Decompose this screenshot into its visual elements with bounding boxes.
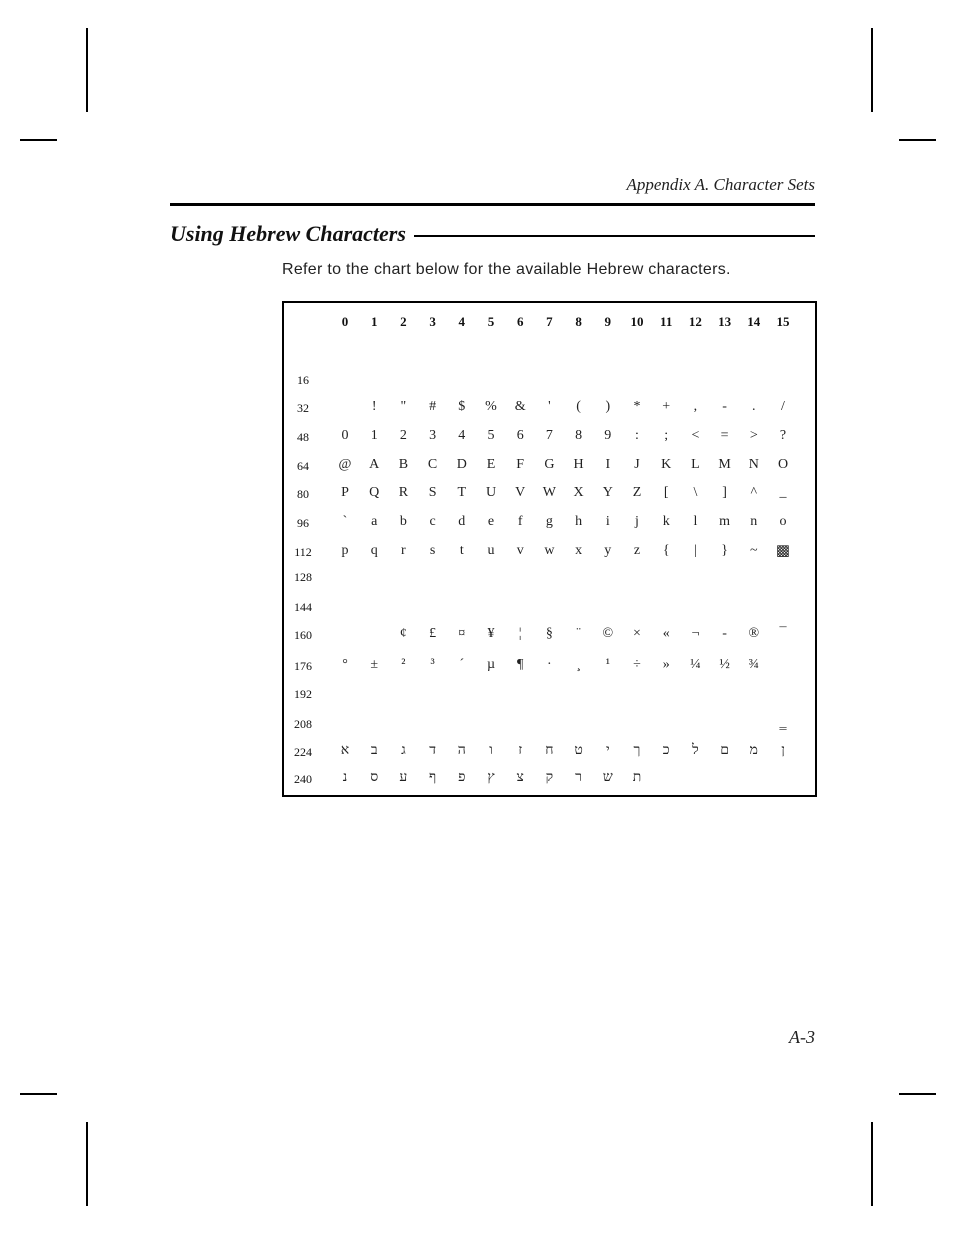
char-cell: µ: [486, 657, 496, 672]
char-cell: ¶: [517, 657, 524, 672]
char-cell: ז: [518, 743, 523, 758]
char-cell: ?: [779, 428, 787, 443]
char-cell: 7: [545, 428, 553, 443]
column-header: 7: [546, 314, 553, 329]
char-cell: \: [693, 485, 698, 500]
char-cell: ±: [370, 657, 379, 672]
char-cell: /: [781, 399, 785, 414]
row-header: 144: [294, 600, 312, 614]
char-cell: o: [779, 514, 787, 529]
char-cell: ו: [489, 743, 493, 758]
char-cell: e: [487, 514, 495, 529]
row-header: 16: [297, 373, 309, 387]
char-cell: t: [459, 543, 464, 558]
char-cell: #: [429, 399, 437, 414]
column-header: 14: [747, 314, 761, 329]
char-cell: ½: [719, 657, 730, 672]
char-cell: ): [605, 399, 611, 414]
row-header: 96: [297, 516, 309, 530]
char-cell: <: [691, 428, 700, 443]
char-cell: £: [429, 626, 437, 641]
char-cell: A: [369, 457, 380, 472]
row-header: 240: [294, 772, 312, 786]
char-cell: ם: [720, 743, 729, 758]
char-cell: ¼: [690, 657, 701, 672]
char-cell: @: [338, 457, 352, 472]
char-cell: j: [635, 514, 639, 529]
char-cell: ¾: [748, 657, 760, 672]
char-cell: I: [605, 457, 611, 472]
char-cell: y: [604, 543, 612, 558]
column-header: 11: [660, 314, 673, 329]
char-cell: ©: [602, 626, 614, 641]
row-header: 224: [294, 745, 312, 759]
char-cell: N: [748, 457, 759, 472]
char-cell: מ: [749, 743, 758, 758]
char-cell: ÷: [633, 657, 641, 672]
char-cell: -: [722, 399, 727, 414]
char-cell: ³: [430, 657, 435, 672]
char-cell: °: [342, 657, 348, 672]
char-cell: c: [429, 514, 436, 529]
row-header: 128: [294, 570, 312, 584]
char-cell: q: [370, 543, 378, 558]
char-cell: ;: [664, 428, 669, 443]
char-cell: }: [721, 543, 728, 558]
char-cell: א: [340, 743, 350, 758]
char-cell: W: [542, 485, 556, 500]
char-cell: V: [515, 485, 526, 500]
char-cell: ס: [370, 770, 379, 785]
char-cell: &: [514, 399, 526, 414]
char-cell: U: [485, 485, 497, 500]
char-cell: ': [548, 399, 551, 414]
row-header: 64: [297, 459, 309, 473]
char-cell: Z: [632, 485, 642, 500]
char-cell: ך: [633, 743, 641, 758]
char-cell: Y: [602, 485, 613, 500]
char-cell: !: [371, 399, 377, 414]
char-cell: a: [371, 514, 378, 529]
char-cell: J: [634, 457, 640, 472]
char-cell: ה: [457, 743, 466, 758]
char-cell: ג: [401, 743, 406, 758]
row-header: 192: [294, 687, 312, 701]
char-cell: s: [429, 543, 436, 558]
column-header: 12: [688, 314, 702, 329]
char-cell: ¢: [399, 626, 407, 641]
char-cell: :: [635, 428, 639, 443]
char-cell: ת: [632, 770, 642, 785]
char-cell: T: [457, 485, 467, 500]
crop-mark: [86, 1122, 88, 1206]
char-cell: ף: [428, 770, 437, 785]
crop-mark: [20, 139, 57, 141]
row-header: 80: [297, 487, 309, 501]
char-cell: n: [750, 514, 758, 529]
char-cell: %: [485, 399, 497, 414]
char-cell: 0: [341, 428, 349, 443]
char-cell: ¨: [576, 626, 581, 641]
char-cell: 4: [458, 428, 466, 443]
char-cell: 2: [399, 428, 407, 443]
char-cell: ▩: [775, 543, 791, 559]
character-chart: [282, 301, 817, 797]
char-cell: ¯: [779, 626, 787, 641]
crop-mark: [86, 28, 88, 112]
char-cell: ע: [399, 770, 408, 785]
char-cell: כ: [662, 743, 670, 758]
column-header: 0: [341, 314, 349, 329]
char-cell: ´: [459, 657, 465, 672]
char-cell: Q: [369, 485, 380, 500]
crop-mark: [871, 1122, 873, 1206]
char-cell: ץ: [487, 770, 495, 785]
char-cell: H: [573, 457, 584, 472]
char-cell: +: [662, 399, 671, 414]
char-cell: p: [341, 543, 349, 558]
char-cell: 1: [370, 428, 378, 443]
char-cell: d: [458, 514, 466, 529]
char-cell: י: [605, 743, 610, 758]
column-header: 10: [630, 314, 644, 329]
char-cell: k: [662, 514, 670, 529]
char-cell: ¤: [458, 626, 466, 641]
row-header: 32: [297, 401, 309, 415]
char-cell: 9: [604, 428, 612, 443]
char-cell: 6: [516, 428, 524, 443]
char-cell: -: [722, 626, 727, 641]
column-header: 15: [776, 314, 790, 329]
char-cell: >: [749, 428, 758, 443]
intro-text: Refer to the chart below for the available Hebrew characters.: [282, 261, 731, 278]
char-cell: z: [633, 543, 641, 558]
char-cell: =: [720, 428, 729, 443]
char-cell: (: [576, 399, 581, 414]
section-rule: [414, 235, 815, 237]
row-header: 112: [294, 545, 312, 559]
char-cell: ,: [693, 399, 698, 414]
char-cell: D: [456, 457, 467, 472]
char-cell: F: [516, 457, 525, 472]
char-cell: O: [777, 457, 789, 472]
char-cell: [: [663, 485, 669, 500]
crop-mark: [899, 139, 936, 141]
crop-mark: [20, 1093, 57, 1095]
row-header: 160: [294, 628, 312, 642]
column-header: 1: [370, 314, 378, 329]
column-header: 5: [487, 314, 495, 329]
char-cell: ן: [781, 743, 785, 758]
crop-mark: [871, 28, 873, 112]
char-cell: l: [693, 514, 698, 529]
char-cell: ]: [722, 485, 727, 500]
char-cell: {: [662, 543, 670, 558]
char-cell: 8: [575, 428, 583, 443]
char-cell: $: [458, 399, 466, 414]
column-header: 8: [575, 314, 582, 329]
char-cell: ®: [748, 626, 760, 641]
char-cell: ^: [750, 485, 758, 500]
row-header: 208: [294, 717, 312, 731]
char-cell: ט: [574, 743, 583, 758]
char-cell: w: [544, 543, 555, 558]
char-cell: ר: [575, 770, 583, 785]
char-cell: 3: [429, 428, 437, 443]
char-cell: *: [633, 399, 641, 414]
char-cell: ¬: [691, 626, 700, 641]
char-cell: r: [401, 543, 406, 558]
char-cell: ": [400, 399, 407, 414]
page-number: A-3: [789, 1027, 815, 1047]
crop-mark: [899, 1093, 936, 1095]
char-cell: ~: [750, 543, 758, 558]
char-cell: b: [399, 514, 407, 529]
char-cell: v: [516, 543, 524, 558]
char-cell: ²: [401, 657, 406, 672]
char-cell: L: [691, 457, 700, 472]
char-cell: C: [427, 457, 438, 472]
char-cell: ¹: [605, 657, 610, 672]
running-header: Appendix A. Character Sets: [626, 175, 815, 194]
char-cell: ‗: [779, 715, 787, 730]
column-header: 9: [604, 314, 612, 329]
char-cell: ¥: [487, 626, 495, 641]
header-rule: [170, 203, 815, 206]
char-cell: h: [575, 514, 583, 529]
char-cell: P: [341, 485, 349, 500]
char-cell: »: [662, 657, 670, 672]
section-heading: [170, 218, 815, 250]
char-cell: 5: [487, 428, 495, 443]
char-cell: M: [718, 457, 731, 472]
column-header: 6: [516, 314, 524, 329]
char-cell: |: [693, 543, 697, 558]
char-cell: R: [398, 485, 409, 500]
char-cell: צ: [516, 770, 524, 785]
char-cell: ×: [633, 626, 641, 641]
char-cell: ¦: [518, 626, 522, 641]
char-cell: ל: [692, 743, 699, 758]
char-cell: x: [575, 543, 583, 558]
char-cell: פ: [458, 770, 466, 785]
char-cell: ד: [429, 743, 436, 758]
char-cell: K: [661, 457, 672, 472]
char-cell: m: [719, 514, 731, 529]
char-cell: .: [752, 399, 756, 414]
char-cell: i: [605, 514, 610, 529]
char-cell: E: [486, 457, 496, 472]
char-cell: B: [398, 457, 409, 472]
char-cell: ¸: [576, 657, 581, 672]
char-cell: g: [545, 514, 553, 529]
char-cell: «: [662, 626, 670, 641]
char-cell: ק: [545, 770, 554, 785]
char-cell: u: [487, 543, 495, 558]
char-cell: `: [342, 514, 348, 529]
char-cell: f: [517, 514, 523, 529]
column-header: 13: [718, 314, 732, 329]
row-header: 176: [294, 659, 312, 673]
char-cell: ש: [602, 770, 613, 785]
char-cell: ·: [547, 657, 552, 672]
char-cell: S: [428, 485, 437, 500]
column-header: 4: [458, 314, 466, 329]
char-cell: G: [544, 457, 555, 472]
column-header: 2: [400, 314, 407, 329]
section-title: Using Hebrew Characters: [170, 221, 406, 246]
char-cell: נ: [342, 770, 348, 785]
char-cell: X: [573, 485, 584, 500]
column-header: 3: [429, 314, 436, 329]
char-cell: §: [545, 626, 553, 641]
char-cell: _: [779, 485, 787, 500]
row-header: 48: [297, 430, 309, 444]
char-cell: ח: [545, 743, 554, 758]
char-cell: ב: [370, 743, 378, 758]
